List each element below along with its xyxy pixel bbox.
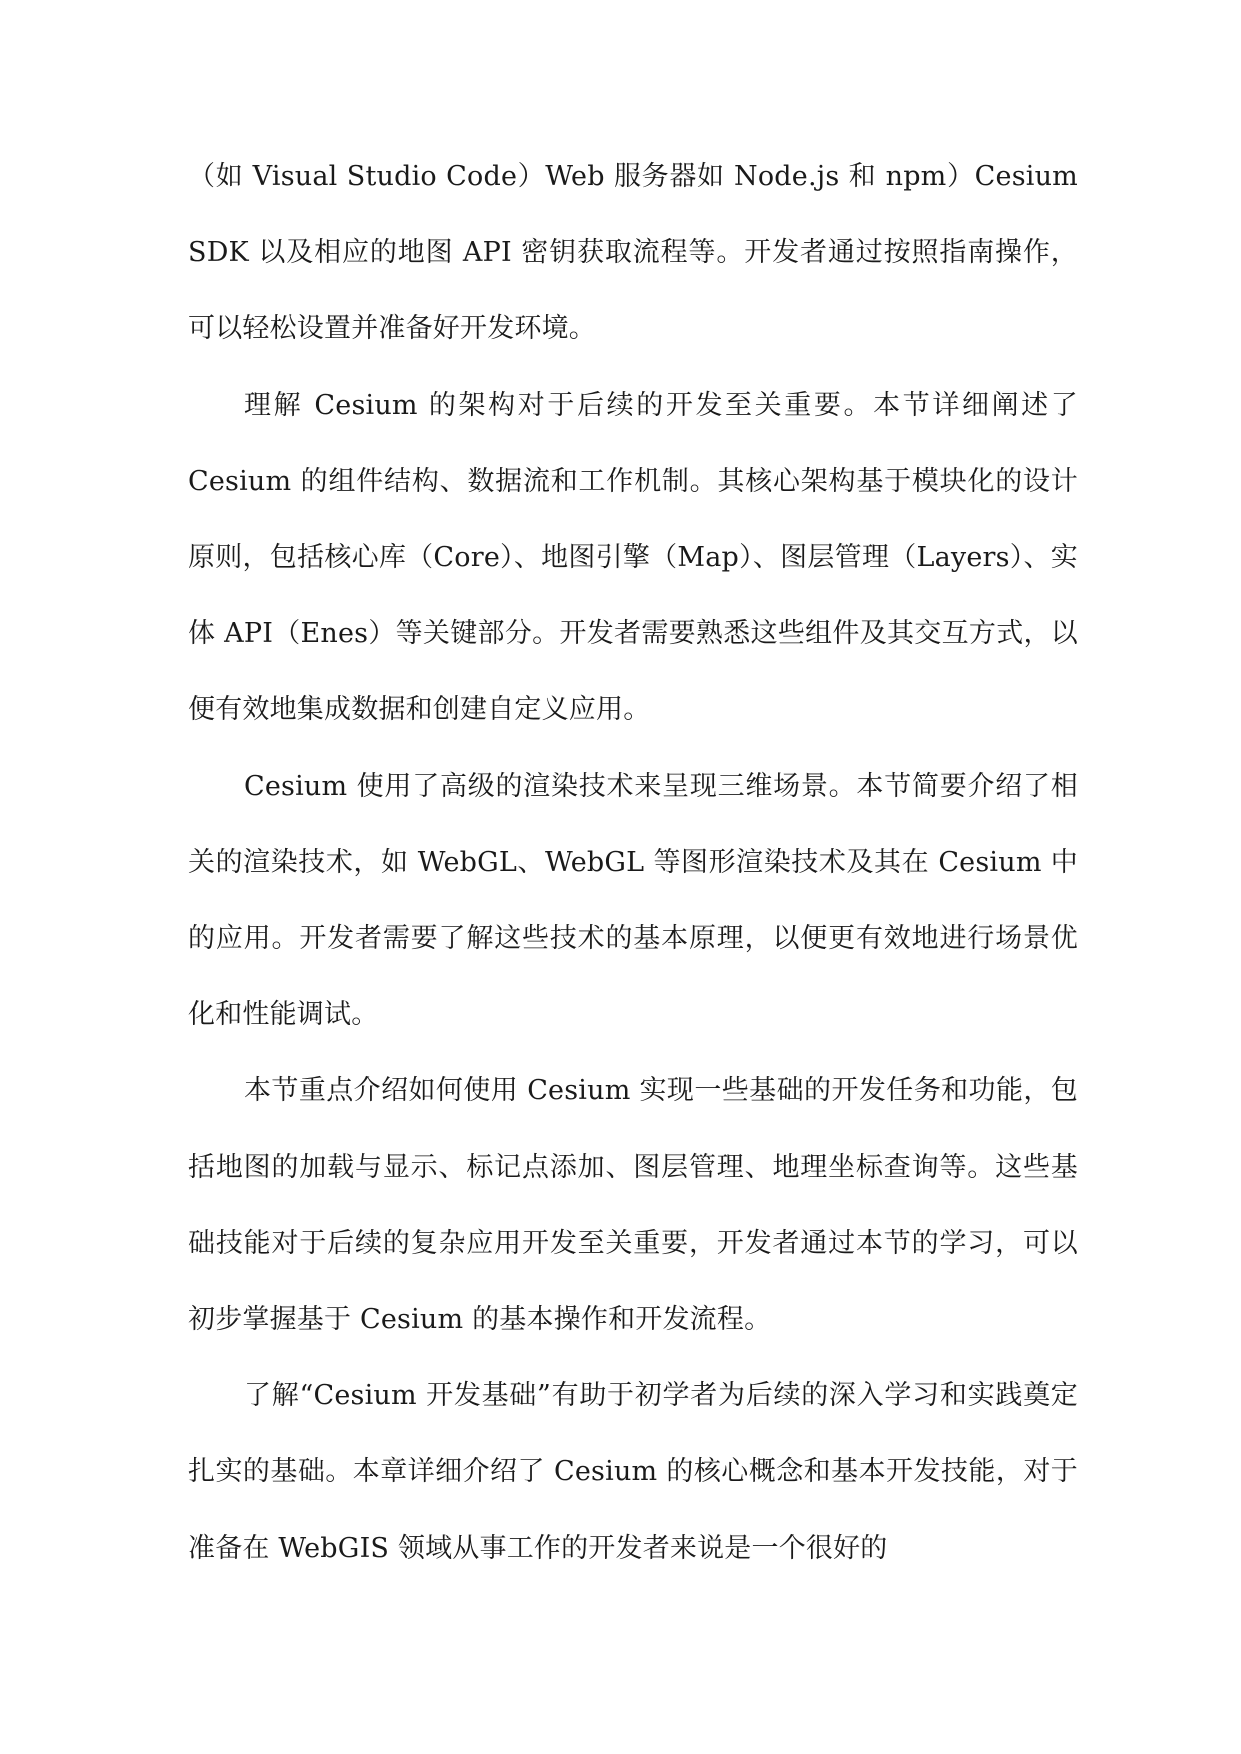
body-text bbox=[188, 139, 1078, 1587]
paragraph-dev-environment: （如 Visual Studio Code）Web 服务器如 Node.js 和 npm）Cesium SDK 以及相应的地图 API 密钥获取流程等。开发者通过按照指南操作，可以轻松设置并准备好开发环境。 bbox=[188, 161, 1078, 345]
paragraph-summary: 了解“Cesium 开发基础”有助于初学者为后续的深入学习和实践奠定扎实的基础。本章详细介绍了 Cesium 的核心概念和基本开发技能，对于准备在 WebGIS 领域从事工作的开发者来说是一个很好的 bbox=[188, 1380, 1078, 1564]
paragraph-basic-tasks: 本节重点介绍如何使用 Cesium 实现一些基础的开发任务和功能，包括地图的加载与显示、标记点添加、图层管理、地理坐标查询等。这些基础技能对于后续的复杂应用开发至关重要，开发者通过本节的学习，可以初步掌握基于 Cesium 的基本操作和开发流程。 bbox=[188, 1075, 1078, 1336]
paragraph-architecture: 理解 Cesium 的架构对于后续的开发至关重要。本节详细阐述了 Cesium 的组件结构、数据流和工作机制。其核心架构基于模块化的设计原则，包括核心库（Core）、地图引擎（Map）、图层管理（Layers）、实体 API（Enes）等关键部分。开发者需要熟悉这些组件及其交互方式，以便有效地集成数据和创建自定义应用。 bbox=[188, 389, 1078, 726]
paragraph-rendering: Cesium 使用了高级的渲染技术来呈现三维场景。本节简要介绍了相关的渲染技术，如 WebGL、WebGL 等图形渲染技术及其在 Cesium 中的应用。开发者需要了解这些技术的基本原理，以便更有效地进行场景优化和性能调试。 bbox=[188, 770, 1078, 1031]
